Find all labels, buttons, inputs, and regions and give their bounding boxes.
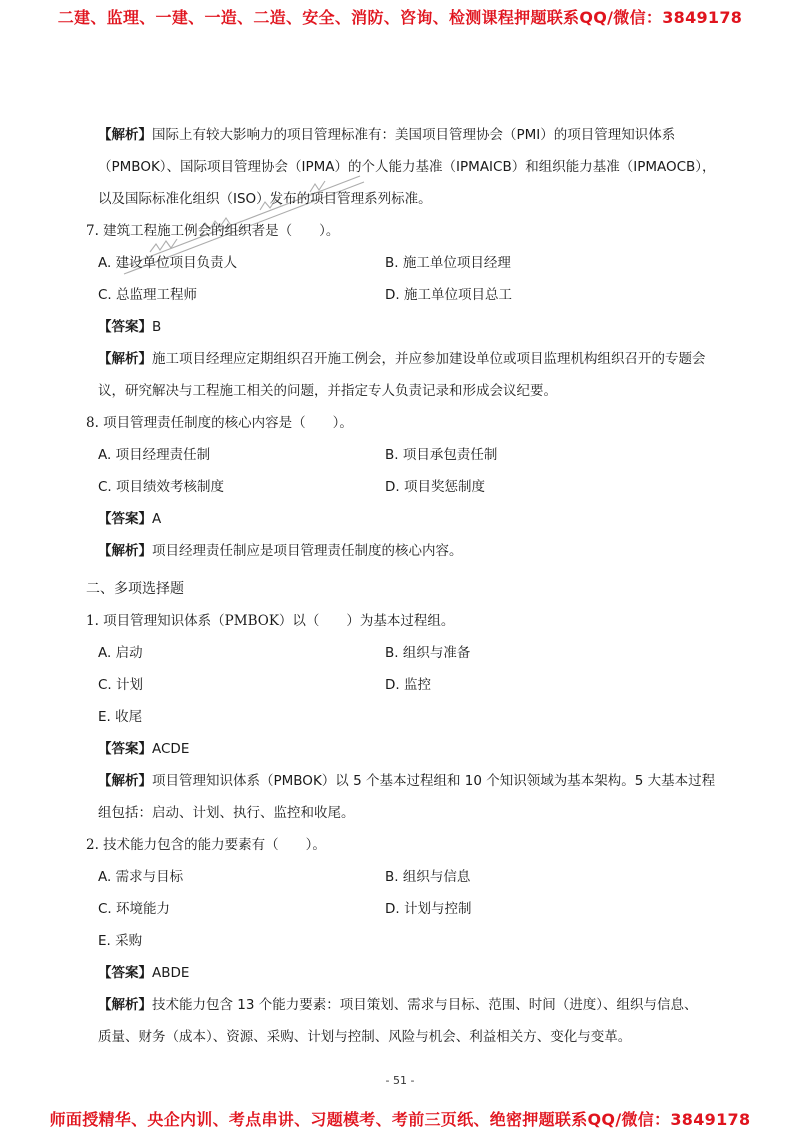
header-banner: 二建、监理、一建、一造、二造、安全、消防、咨询、检测课程押题联系QQ/微信：3849178 xyxy=(57,8,743,27)
option-row xyxy=(86,701,736,733)
page-content xyxy=(86,119,736,1053)
option-a: A. 建设单位项目负责人 xyxy=(98,255,238,271)
question-stem: 8. 项目管理责任制度的核心内容是（ ）。 xyxy=(86,415,353,431)
analysis-line: 以及国际标准化组织（ISO）发布的项目管理系列标准。 xyxy=(98,191,432,207)
option-d: D. 计划与控制 xyxy=(385,901,472,917)
option-row xyxy=(86,247,736,279)
answer-label: 【答案】 xyxy=(98,741,152,757)
option-row xyxy=(86,925,736,957)
option-a: A. 启动 xyxy=(98,645,143,661)
option-c: C. 环境能力 xyxy=(98,901,171,917)
answer-label: 【答案】 xyxy=(98,511,152,527)
option-c: C. 总监理工程师 xyxy=(98,287,198,303)
analysis-label: 【解析】 xyxy=(98,773,152,789)
question-stem: 7. 建筑工程施工例会的组织者是（ ）。 xyxy=(86,223,340,239)
analysis-label: 【解析】 xyxy=(98,997,152,1013)
analysis-block-intro xyxy=(86,119,736,215)
analysis-line: 议，研究解决与工程施工相关的问题，并指定专人负责记录和形成会议纪要。 xyxy=(98,383,557,399)
option-d: D. 监控 xyxy=(385,677,431,693)
option-b: B. 组织与准备 xyxy=(385,645,471,661)
option-row xyxy=(86,893,736,925)
answer-value: A xyxy=(152,511,162,527)
analysis-label: 【解析】 xyxy=(98,127,152,143)
analysis-line: 【解析】项目管理知识体系（PMBOK）以 5 个基本过程组和 10 个知识领域为基本架构。5 大基本过程 xyxy=(98,773,716,789)
option-row xyxy=(86,439,736,471)
option-e: E. 采购 xyxy=(98,933,143,949)
option-c: C. 项目绩效考核制度 xyxy=(98,479,225,495)
answer-line xyxy=(86,957,736,989)
section-title: 二、多项选择题 xyxy=(86,581,184,597)
answer-value: B xyxy=(152,319,162,335)
analysis-label: 【解析】 xyxy=(98,543,152,559)
answer-label: 【答案】 xyxy=(98,965,152,981)
option-a: A. 项目经理责任制 xyxy=(98,447,211,463)
answer-label: 【答案】 xyxy=(98,319,152,335)
analysis-line: 【解析】施工项目经理应定期组织召开施工例会，并应参加建设单位或项目监理机构组织召开的专题会 xyxy=(98,351,706,367)
answer-line xyxy=(86,733,736,765)
question-8 xyxy=(86,407,736,567)
answer-line xyxy=(86,503,736,535)
option-row xyxy=(86,861,736,893)
analysis-line: 【解析】技术能力包含 13 个能力要素：项目策划、需求与目标、范围、时间（进度）、组织与信息、 xyxy=(98,997,698,1013)
question-7 xyxy=(86,215,736,407)
option-d: D. 施工单位项目总工 xyxy=(385,287,512,303)
analysis-line: 组包括：启动、计划、执行、监控和收尾。 xyxy=(98,805,355,821)
analysis-line: （PMBOK）、国际项目管理协会（IPMA）的个人能力基准（IPMAICB）和组织能力基准（IPMAOCB）， xyxy=(98,159,716,175)
option-row xyxy=(86,471,736,503)
option-row xyxy=(86,637,736,669)
page-number: - 51 - xyxy=(385,1074,415,1087)
multi-question-1 xyxy=(86,605,736,829)
question-stem: 1. 项目管理知识体系（PMBOK）以（ ）为基本过程组。 xyxy=(86,613,455,629)
question-stem: 2. 技术能力包含的能力要素有（ ）。 xyxy=(86,837,326,853)
option-row xyxy=(86,279,736,311)
option-a: A. 需求与目标 xyxy=(98,869,184,885)
option-e: E. 收尾 xyxy=(98,709,143,725)
analysis-line: 质量、财务（成本）、资源、采购、计划与控制、风险与机会、利益相关方、变化与变革。 xyxy=(98,1029,632,1045)
option-c: C. 计划 xyxy=(98,677,144,693)
analysis-line: 【解析】项目经理责任制应是项目管理责任制度的核心内容。 xyxy=(98,543,463,559)
answer-line xyxy=(86,311,736,343)
answer-value: ACDE xyxy=(152,741,190,757)
option-b: B. 项目承包责任制 xyxy=(385,447,498,463)
option-row xyxy=(86,669,736,701)
analysis-line: 【解析】国际上有较大影响力的项目管理标准有：美国项目管理协会（PMI）的项目管理知识体系 xyxy=(98,127,676,143)
footer-banner: 师面授精华、央企内训、考点串讲、习题模考、考前三页纸、绝密押题联系QQ/微信：3849178 xyxy=(49,1110,751,1129)
analysis-label: 【解析】 xyxy=(98,351,152,367)
option-b: B. 施工单位项目经理 xyxy=(385,255,511,271)
option-d: D. 项目奖惩制度 xyxy=(385,479,485,495)
answer-value: ABDE xyxy=(152,965,190,981)
option-b: B. 组织与信息 xyxy=(385,869,471,885)
multi-question-2 xyxy=(86,829,736,1053)
